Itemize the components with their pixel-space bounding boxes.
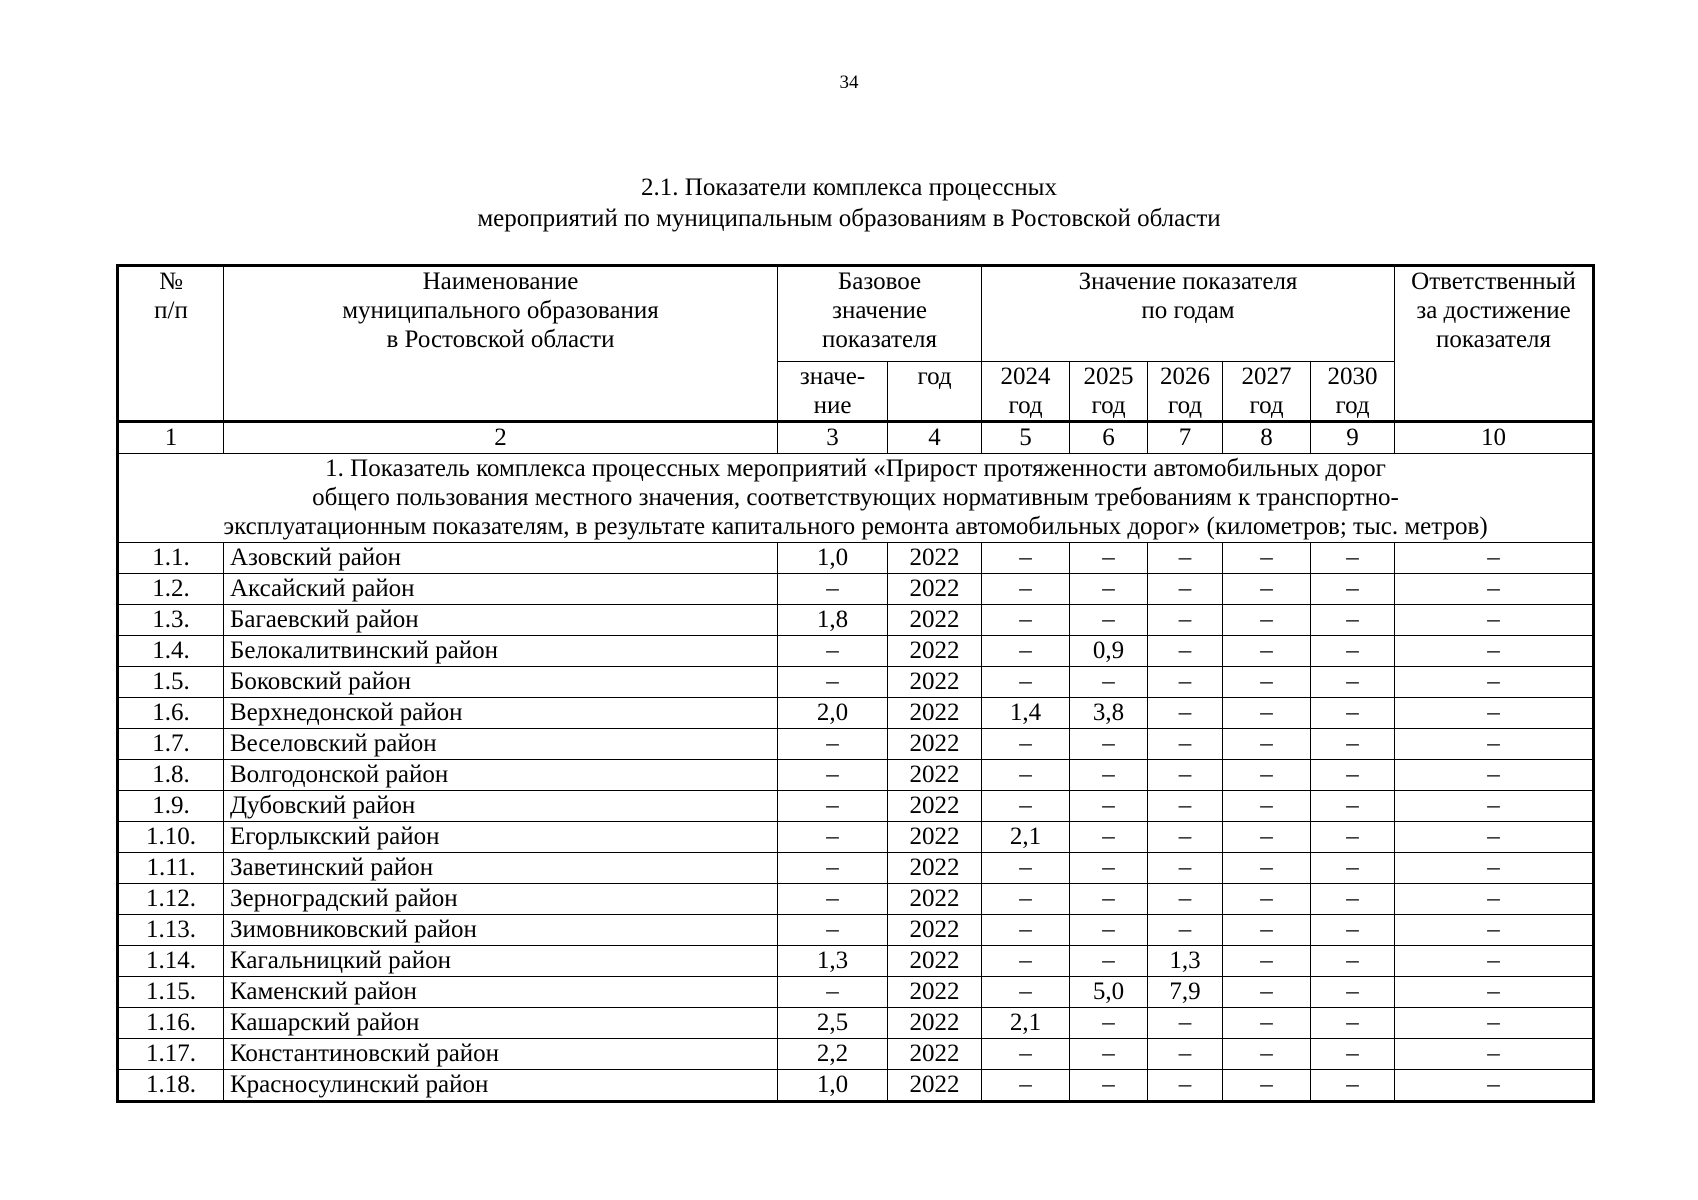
base-value-cell: 2,5 [778, 1008, 888, 1039]
base-year-cell: 2022 [888, 760, 982, 791]
base-value-cell: – [778, 822, 888, 853]
value-2030-cell: – [1311, 977, 1395, 1008]
row-number-cell: 1.8. [118, 760, 224, 791]
page-number: 34 [839, 72, 859, 93]
value-2027-cell: – [1223, 667, 1311, 698]
value-2030-cell: – [1311, 884, 1395, 915]
base-year-cell: 2022 [888, 667, 982, 698]
responsible-cell: – [1395, 1039, 1594, 1070]
row-number-cell: 1.18. [118, 1070, 224, 1102]
base-value-cell: – [778, 729, 888, 760]
value-2025-cell: – [1070, 946, 1148, 977]
value-2027-cell: – [1223, 698, 1311, 729]
base-year-cell: 2022 [888, 574, 982, 605]
district-name-cell: Кашарский район [224, 1008, 778, 1039]
value-2025-cell: – [1070, 605, 1148, 636]
responsible-cell: – [1395, 822, 1594, 853]
value-2027-cell: – [1223, 605, 1311, 636]
base-year-cell: 2022 [888, 636, 982, 667]
value-2027-cell: – [1223, 946, 1311, 977]
header-2024: 2024 год [982, 362, 1070, 422]
base-value-cell: – [778, 884, 888, 915]
row-number-cell: 1.9. [118, 791, 224, 822]
table-row [118, 698, 1594, 729]
value-2025-cell: – [1070, 822, 1148, 853]
value-2030-cell: – [1311, 1008, 1395, 1039]
value-2026-cell: – [1148, 853, 1223, 884]
table-row [118, 853, 1594, 884]
table-row [118, 574, 1594, 605]
table-row [118, 636, 1594, 667]
responsible-cell: – [1395, 636, 1594, 667]
district-name-cell: Волгодонской район [224, 760, 778, 791]
row-number-cell: 1.3. [118, 605, 224, 636]
district-name-cell: Зимовниковский район [224, 915, 778, 946]
base-value-cell: – [778, 667, 888, 698]
value-2025-cell: – [1070, 760, 1148, 791]
row-number-cell: 1.12. [118, 884, 224, 915]
value-2030-cell: – [1311, 1070, 1395, 1102]
responsible-cell: – [1395, 543, 1594, 574]
value-2025-cell: 0,9 [1070, 636, 1148, 667]
value-2025-cell: – [1070, 667, 1148, 698]
value-2026-cell: – [1148, 884, 1223, 915]
value-2026-cell: – [1148, 543, 1223, 574]
base-value-cell: 1,0 [778, 543, 888, 574]
row-number-cell: 1.1. [118, 543, 224, 574]
table-row [118, 1070, 1594, 1102]
section-heading-line-2: общего пользования местного значения, соответствующих нормативным требованиям к транспортно- [312, 484, 1399, 511]
base-value-cell: 2,0 [778, 698, 888, 729]
section-row [118, 454, 1594, 543]
value-2025-cell: – [1070, 1070, 1148, 1102]
district-name-cell: Багаевский район [224, 605, 778, 636]
header-2030: 2030 год [1311, 362, 1395, 422]
value-2027-cell: – [1223, 729, 1311, 760]
value-2025-cell: 5,0 [1070, 977, 1148, 1008]
value-2027-cell: – [1223, 636, 1311, 667]
table-row [118, 822, 1594, 853]
row-number-cell: 1.4. [118, 636, 224, 667]
header-2026: 2026 год [1148, 362, 1223, 422]
value-2025-cell: – [1070, 791, 1148, 822]
column-number: 7 [1148, 422, 1223, 454]
responsible-cell: – [1395, 1070, 1594, 1102]
value-2025-cell: – [1070, 884, 1148, 915]
row-number-cell: 1.17. [118, 1039, 224, 1070]
row-number-cell: 1.15. [118, 977, 224, 1008]
column-number: 10 [1395, 422, 1594, 454]
value-2027-cell: – [1223, 543, 1311, 574]
header-base-year: год [888, 362, 982, 422]
base-value-cell: – [778, 853, 888, 884]
value-2024-cell: 2,1 [982, 822, 1070, 853]
row-number-cell: 1.10. [118, 822, 224, 853]
value-2030-cell: – [1311, 574, 1395, 605]
value-2024-cell: 2,1 [982, 1008, 1070, 1039]
value-2026-cell: – [1148, 574, 1223, 605]
table-title [0, 172, 1698, 234]
responsible-cell: – [1395, 574, 1594, 605]
district-name-cell: Егорлыкский район [224, 822, 778, 853]
district-name-cell: Константиновский район [224, 1039, 778, 1070]
table-row [118, 543, 1594, 574]
value-2030-cell: – [1311, 822, 1395, 853]
district-name-cell: Аксайский район [224, 574, 778, 605]
header-responsible: Ответственный за достижение показателя [1395, 266, 1594, 422]
district-name-cell: Боковский район [224, 667, 778, 698]
value-2025-cell: – [1070, 915, 1148, 946]
value-2025-cell: – [1070, 1039, 1148, 1070]
column-number: 5 [982, 422, 1070, 454]
value-2027-cell: – [1223, 822, 1311, 853]
value-2026-cell: – [1148, 822, 1223, 853]
row-number-cell: 1.7. [118, 729, 224, 760]
value-2027-cell: – [1223, 791, 1311, 822]
header-base-value: значе- ние [778, 362, 888, 422]
table-title-line-2: мероприятий по муниципальным образованиям в Ростовской области [477, 205, 1221, 232]
value-2026-cell: – [1148, 1070, 1223, 1102]
value-2024-cell: – [982, 853, 1070, 884]
responsible-cell: – [1395, 915, 1594, 946]
district-name-cell: Заветинский район [224, 853, 778, 884]
column-number: 2 [224, 422, 778, 454]
value-2024-cell: – [982, 636, 1070, 667]
column-number: 3 [778, 422, 888, 454]
value-2024-cell: – [982, 946, 1070, 977]
value-2026-cell: – [1148, 636, 1223, 667]
base-value-cell: 1,8 [778, 605, 888, 636]
responsible-cell: – [1395, 667, 1594, 698]
header-row-1 [118, 266, 1594, 362]
value-2024-cell: – [982, 884, 1070, 915]
base-year-cell: 2022 [888, 1039, 982, 1070]
value-2030-cell: – [1311, 729, 1395, 760]
value-2027-cell: – [1223, 1008, 1311, 1039]
value-2027-cell: – [1223, 884, 1311, 915]
base-year-cell: 2022 [888, 946, 982, 977]
district-name-cell: Азовский район [224, 543, 778, 574]
base-year-cell: 2022 [888, 1008, 982, 1039]
value-2026-cell: 7,9 [1148, 977, 1223, 1008]
value-2026-cell: – [1148, 605, 1223, 636]
value-2024-cell: – [982, 1070, 1070, 1102]
responsible-cell: – [1395, 977, 1594, 1008]
value-2030-cell: – [1311, 853, 1395, 884]
value-2024-cell: – [982, 543, 1070, 574]
district-name-cell: Белокалитвинский район [224, 636, 778, 667]
column-number: 4 [888, 422, 982, 454]
value-2027-cell: – [1223, 853, 1311, 884]
value-2025-cell: – [1070, 543, 1148, 574]
base-year-cell: 2022 [888, 729, 982, 760]
district-name-cell: Кагальницкий район [224, 946, 778, 977]
value-2027-cell: – [1223, 1039, 1311, 1070]
column-number: 9 [1311, 422, 1395, 454]
value-2025-cell: – [1070, 574, 1148, 605]
value-2025-cell: 3,8 [1070, 698, 1148, 729]
district-name-cell: Зерноградский район [224, 884, 778, 915]
value-2030-cell: – [1311, 946, 1395, 977]
base-value-cell: – [778, 791, 888, 822]
responsible-cell: – [1395, 791, 1594, 822]
value-2026-cell: – [1148, 667, 1223, 698]
row-number-cell: 1.11. [118, 853, 224, 884]
district-name-cell: Дубовский район [224, 791, 778, 822]
base-year-cell: 2022 [888, 884, 982, 915]
base-year-cell: 2022 [888, 822, 982, 853]
value-2030-cell: – [1311, 698, 1395, 729]
value-2027-cell: – [1223, 760, 1311, 791]
base-value-cell: – [778, 760, 888, 791]
base-value-cell: 1,0 [778, 1070, 888, 1102]
section-heading-line-1: 1. Показатель комплекса процессных мероприятий «Прирост протяженности автомобильных дорог [325, 455, 1386, 482]
district-name-cell: Веселовский район [224, 729, 778, 760]
column-number: 1 [118, 422, 224, 454]
responsible-cell: – [1395, 884, 1594, 915]
base-year-cell: 2022 [888, 543, 982, 574]
value-2030-cell: – [1311, 667, 1395, 698]
value-2027-cell: – [1223, 574, 1311, 605]
row-number-cell: 1.14. [118, 946, 224, 977]
header-values-by-year: Значение показателя по годам [982, 266, 1395, 362]
responsible-cell: – [1395, 698, 1594, 729]
value-2026-cell: – [1148, 915, 1223, 946]
district-name-cell: Красносулинский район [224, 1070, 778, 1102]
base-year-cell: 2022 [888, 698, 982, 729]
table-row [118, 915, 1594, 946]
base-year-cell: 2022 [888, 853, 982, 884]
value-2026-cell: – [1148, 760, 1223, 791]
value-2024-cell: – [982, 791, 1070, 822]
header-name: Наименование муниципального образования в Ростовской области [224, 266, 778, 422]
value-2025-cell: – [1070, 729, 1148, 760]
responsible-cell: – [1395, 1008, 1594, 1039]
column-numbers-row [118, 422, 1594, 454]
value-2024-cell: – [982, 1039, 1070, 1070]
value-2027-cell: – [1223, 1070, 1311, 1102]
row-number-cell: 1.13. [118, 915, 224, 946]
district-name-cell: Каменский район [224, 977, 778, 1008]
base-value-cell: 2,2 [778, 1039, 888, 1070]
value-2026-cell: – [1148, 1039, 1223, 1070]
value-2024-cell: – [982, 667, 1070, 698]
value-2026-cell: – [1148, 791, 1223, 822]
table-row [118, 884, 1594, 915]
base-year-cell: 2022 [888, 977, 982, 1008]
row-number-cell: 1.16. [118, 1008, 224, 1039]
header-num: № п/п [118, 266, 224, 422]
base-year-cell: 2022 [888, 791, 982, 822]
value-2026-cell: 1,3 [1148, 946, 1223, 977]
base-value-cell: – [778, 977, 888, 1008]
row-number-cell: 1.6. [118, 698, 224, 729]
value-2025-cell: – [1070, 853, 1148, 884]
header-2025: 2025 год [1070, 362, 1148, 422]
column-number: 6 [1070, 422, 1148, 454]
value-2030-cell: – [1311, 1039, 1395, 1070]
value-2030-cell: – [1311, 915, 1395, 946]
value-2024-cell: 1,4 [982, 698, 1070, 729]
base-year-cell: 2022 [888, 1070, 982, 1102]
table-title-line-1: 2.1. Показатели комплекса процессных [641, 174, 1057, 201]
value-2030-cell: – [1311, 605, 1395, 636]
value-2026-cell: – [1148, 698, 1223, 729]
base-year-cell: 2022 [888, 915, 982, 946]
table-row [118, 977, 1594, 1008]
value-2027-cell: – [1223, 915, 1311, 946]
base-value-cell: – [778, 636, 888, 667]
base-value-cell: – [778, 574, 888, 605]
table-row [118, 667, 1594, 698]
header-2027: 2027 год [1223, 362, 1311, 422]
value-2024-cell: – [982, 574, 1070, 605]
value-2024-cell: – [982, 605, 1070, 636]
table-row [118, 946, 1594, 977]
value-2030-cell: – [1311, 791, 1395, 822]
table-row [118, 605, 1594, 636]
responsible-cell: – [1395, 729, 1594, 760]
responsible-cell: – [1395, 853, 1594, 884]
column-number: 8 [1223, 422, 1311, 454]
value-2025-cell: – [1070, 1008, 1148, 1039]
responsible-cell: – [1395, 946, 1594, 977]
district-name-cell: Верхнедонской район [224, 698, 778, 729]
row-number-cell: 1.2. [118, 574, 224, 605]
value-2024-cell: – [982, 729, 1070, 760]
table-row [118, 791, 1594, 822]
value-2026-cell: – [1148, 1008, 1223, 1039]
header-base: Базовое значение показателя [778, 266, 982, 362]
row-number-cell: 1.5. [118, 667, 224, 698]
indicators-table [116, 264, 1595, 1103]
value-2024-cell: – [982, 915, 1070, 946]
base-value-cell: – [778, 915, 888, 946]
value-2030-cell: – [1311, 760, 1395, 791]
value-2027-cell: – [1223, 977, 1311, 1008]
table-row [118, 729, 1594, 760]
value-2024-cell: – [982, 977, 1070, 1008]
base-value-cell: 1,3 [778, 946, 888, 977]
value-2030-cell: – [1311, 543, 1395, 574]
base-year-cell: 2022 [888, 605, 982, 636]
responsible-cell: – [1395, 760, 1594, 791]
table-row [118, 1008, 1594, 1039]
value-2030-cell: – [1311, 636, 1395, 667]
table-row [118, 760, 1594, 791]
value-2026-cell: – [1148, 729, 1223, 760]
table-row [118, 1039, 1594, 1070]
section-heading [118, 454, 1594, 543]
value-2024-cell: – [982, 760, 1070, 791]
section-heading-line-3: эксплуатационным показателям, в результате капитального ремонта автомобильных дорог» (километров; тыс. метров) [223, 513, 1488, 540]
responsible-cell: – [1395, 605, 1594, 636]
